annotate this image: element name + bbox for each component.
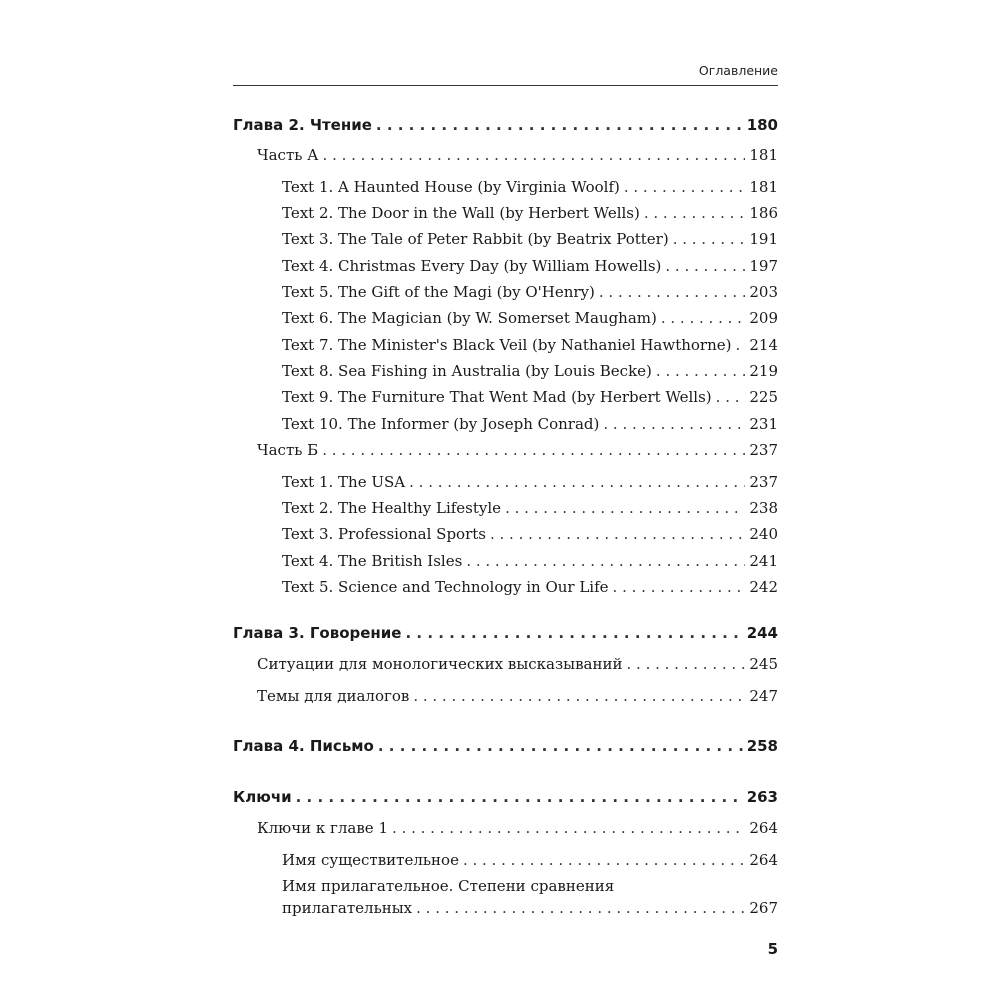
toc-section-entry[interactable]: [0, 654, 778, 674]
toc-entry-title: Темы для диалогов: [257, 687, 410, 705]
toc-text-entry[interactable]: [0, 177, 778, 197]
toc-entry-page: 191: [749, 230, 778, 248]
toc-leader-dots: [665, 256, 745, 276]
toc-entry-title: Text 3. Professional Sports: [282, 525, 486, 543]
toc-entry-page: 231: [749, 415, 778, 433]
toc-entry-page: 180: [746, 116, 778, 134]
page-number: 5: [767, 940, 778, 958]
toc-entry-page: 238: [749, 499, 778, 517]
toc-entry-page: 247: [749, 687, 778, 705]
toc-entry-page: 263: [746, 788, 778, 806]
toc-entry-page: 240: [749, 525, 778, 543]
toc-entry-page: 225: [749, 388, 778, 406]
toc-chapter-2[interactable]: [0, 115, 778, 135]
toc-section-entry[interactable]: [0, 686, 778, 706]
toc-leader-dots: [378, 736, 743, 756]
toc-leader-dots: [627, 654, 746, 674]
toc-entry-title: Text 5. The Gift of the Magi (by O'Henry): [282, 283, 595, 301]
toc-entry-page: 197: [749, 257, 778, 275]
toc-leader-dots: [656, 361, 745, 381]
toc-leader-dots: [392, 818, 745, 838]
toc-entry-title: Часть А: [257, 146, 319, 164]
toc-leader-dots: [716, 387, 746, 407]
toc-entry-title: Text 6. The Magician (by W. Somerset Maugham): [282, 309, 657, 327]
toc-leader-dots: [322, 440, 745, 460]
toc-entry-page: 264: [749, 819, 778, 837]
toc-entry-title: Text 7. The Minister's Black Veil (by Nathaniel Hawthorne): [282, 336, 732, 354]
toc-text-entry[interactable]: [0, 335, 778, 355]
toc-entry-title: Text 2. The Door in the Wall (by Herbert Wells): [282, 204, 640, 222]
toc-entry-title: Text 1. A Haunted House (by Virginia Woolf): [282, 178, 620, 196]
toc-entry-page: 219: [749, 362, 778, 380]
toc-leader-dots: [673, 229, 746, 249]
toc-text-entry[interactable]: [0, 551, 778, 571]
toc-chapter-3[interactable]: [0, 623, 778, 643]
toc-leader-dots: [661, 308, 746, 328]
toc-entry-page: 209: [749, 309, 778, 327]
toc-entry-title: Text 9. The Furniture That Went Mad (by Herbert Wells): [282, 388, 712, 406]
toc-part-b[interactable]: [0, 440, 778, 460]
toc-entry-page: 186: [749, 204, 778, 222]
toc-leader-dots: [296, 787, 743, 807]
toc-entry-title: Глава 2. Чтение: [233, 116, 372, 134]
running-header: [233, 63, 778, 86]
toc-text-entry[interactable]: [0, 256, 778, 276]
toc-leader-dots: [624, 177, 746, 197]
toc-subsection-entry[interactable]: [0, 898, 778, 918]
toc-entry-page: 258: [746, 737, 778, 755]
toc-entry-title: Ситуации для монологических высказываний: [257, 655, 623, 673]
toc-entry-title: Text 8. Sea Fishing in Australia (by Louis Becke): [282, 362, 652, 380]
toc-entry-page: 181: [749, 178, 778, 196]
toc-leader-dots: [613, 577, 746, 597]
toc-leader-dots: [466, 551, 745, 571]
toc-leader-dots: [413, 686, 745, 706]
toc-entry-page: 181: [749, 146, 778, 164]
toc-section-entry[interactable]: [0, 818, 778, 838]
toc-entry-title: Имя существительное: [282, 851, 459, 869]
toc-entry-title: Text 10. The Informer (by Joseph Conrad): [282, 415, 600, 433]
toc-leader-dots: [505, 498, 745, 518]
toc-leader-dots: [463, 850, 745, 870]
toc-part-a[interactable]: [0, 145, 778, 165]
toc-text-entry[interactable]: [0, 308, 778, 328]
toc-entry-page: 237: [749, 473, 778, 491]
toc-entry-title: Часть Б: [257, 441, 319, 459]
toc-leader-dots: [323, 145, 746, 165]
toc-leader-dots: [405, 623, 742, 643]
toc-entry-page: 237: [749, 441, 778, 459]
toc-entry-page: 214: [749, 336, 778, 354]
toc-entry-title: Ключи к главе 1: [257, 819, 388, 837]
toc-chapter-4[interactable]: [0, 736, 778, 756]
toc-entry-title: Глава 4. Письмо: [233, 737, 374, 755]
toc-entry-title: Ключи: [233, 788, 292, 806]
toc-text-entry[interactable]: [0, 387, 778, 407]
toc-entry-title: Text 2. The Healthy Lifestyle: [282, 499, 502, 517]
toc-entry-page: 244: [746, 624, 778, 642]
toc-entry-wrapped-line: Имя прилагательное. Степени сравнения: [282, 877, 615, 895]
toc-entry-title: Text 4. Christmas Every Day (by William Howells): [282, 257, 662, 275]
toc-entry-title: Глава 3. Говорение: [233, 624, 402, 642]
toc-entry-page: 264: [749, 851, 778, 869]
toc-entry-page: 267: [749, 899, 778, 917]
toc-leader-dots: [603, 414, 745, 434]
toc-entry-page: 203: [749, 283, 778, 301]
toc-text-entry[interactable]: [0, 472, 778, 492]
toc-subsection-entry[interactable]: [0, 850, 778, 870]
toc-entry-page: 241: [749, 552, 778, 570]
toc-text-entry[interactable]: [0, 282, 778, 302]
toc-text-entry[interactable]: [0, 203, 778, 223]
toc-entry-title: Text 1. The USA: [282, 473, 406, 491]
toc-leader-dots: [644, 203, 746, 223]
toc-text-entry[interactable]: [0, 524, 778, 544]
toc-keys[interactable]: [0, 787, 778, 807]
toc-text-entry[interactable]: [0, 577, 778, 597]
toc-entry-page: 245: [749, 655, 778, 673]
toc-text-entry[interactable]: [0, 498, 778, 518]
toc-entry-title: Text 4. The British Isles: [282, 552, 463, 570]
toc-leader-dots: [599, 282, 745, 302]
toc-text-entry[interactable]: [0, 229, 778, 249]
toc-leader-dots: [416, 898, 745, 918]
running-header-title: Оглавление: [698, 63, 778, 78]
toc-entry-title: прилагательных: [282, 899, 413, 917]
toc-entry-page: 242: [749, 578, 778, 596]
toc-leader-dots: [736, 335, 746, 355]
toc-entry-title: Text 5. Science and Technology in Our Life: [282, 578, 609, 596]
toc-leader-dots: [376, 115, 743, 135]
toc-leader-dots: [409, 472, 745, 492]
toc-leader-dots: [490, 524, 745, 544]
toc-text-entry[interactable]: [0, 414, 778, 434]
toc-entry-title: Text 3. The Tale of Peter Rabbit (by Beatrix Potter): [282, 230, 669, 248]
toc-text-entry[interactable]: [0, 361, 778, 381]
